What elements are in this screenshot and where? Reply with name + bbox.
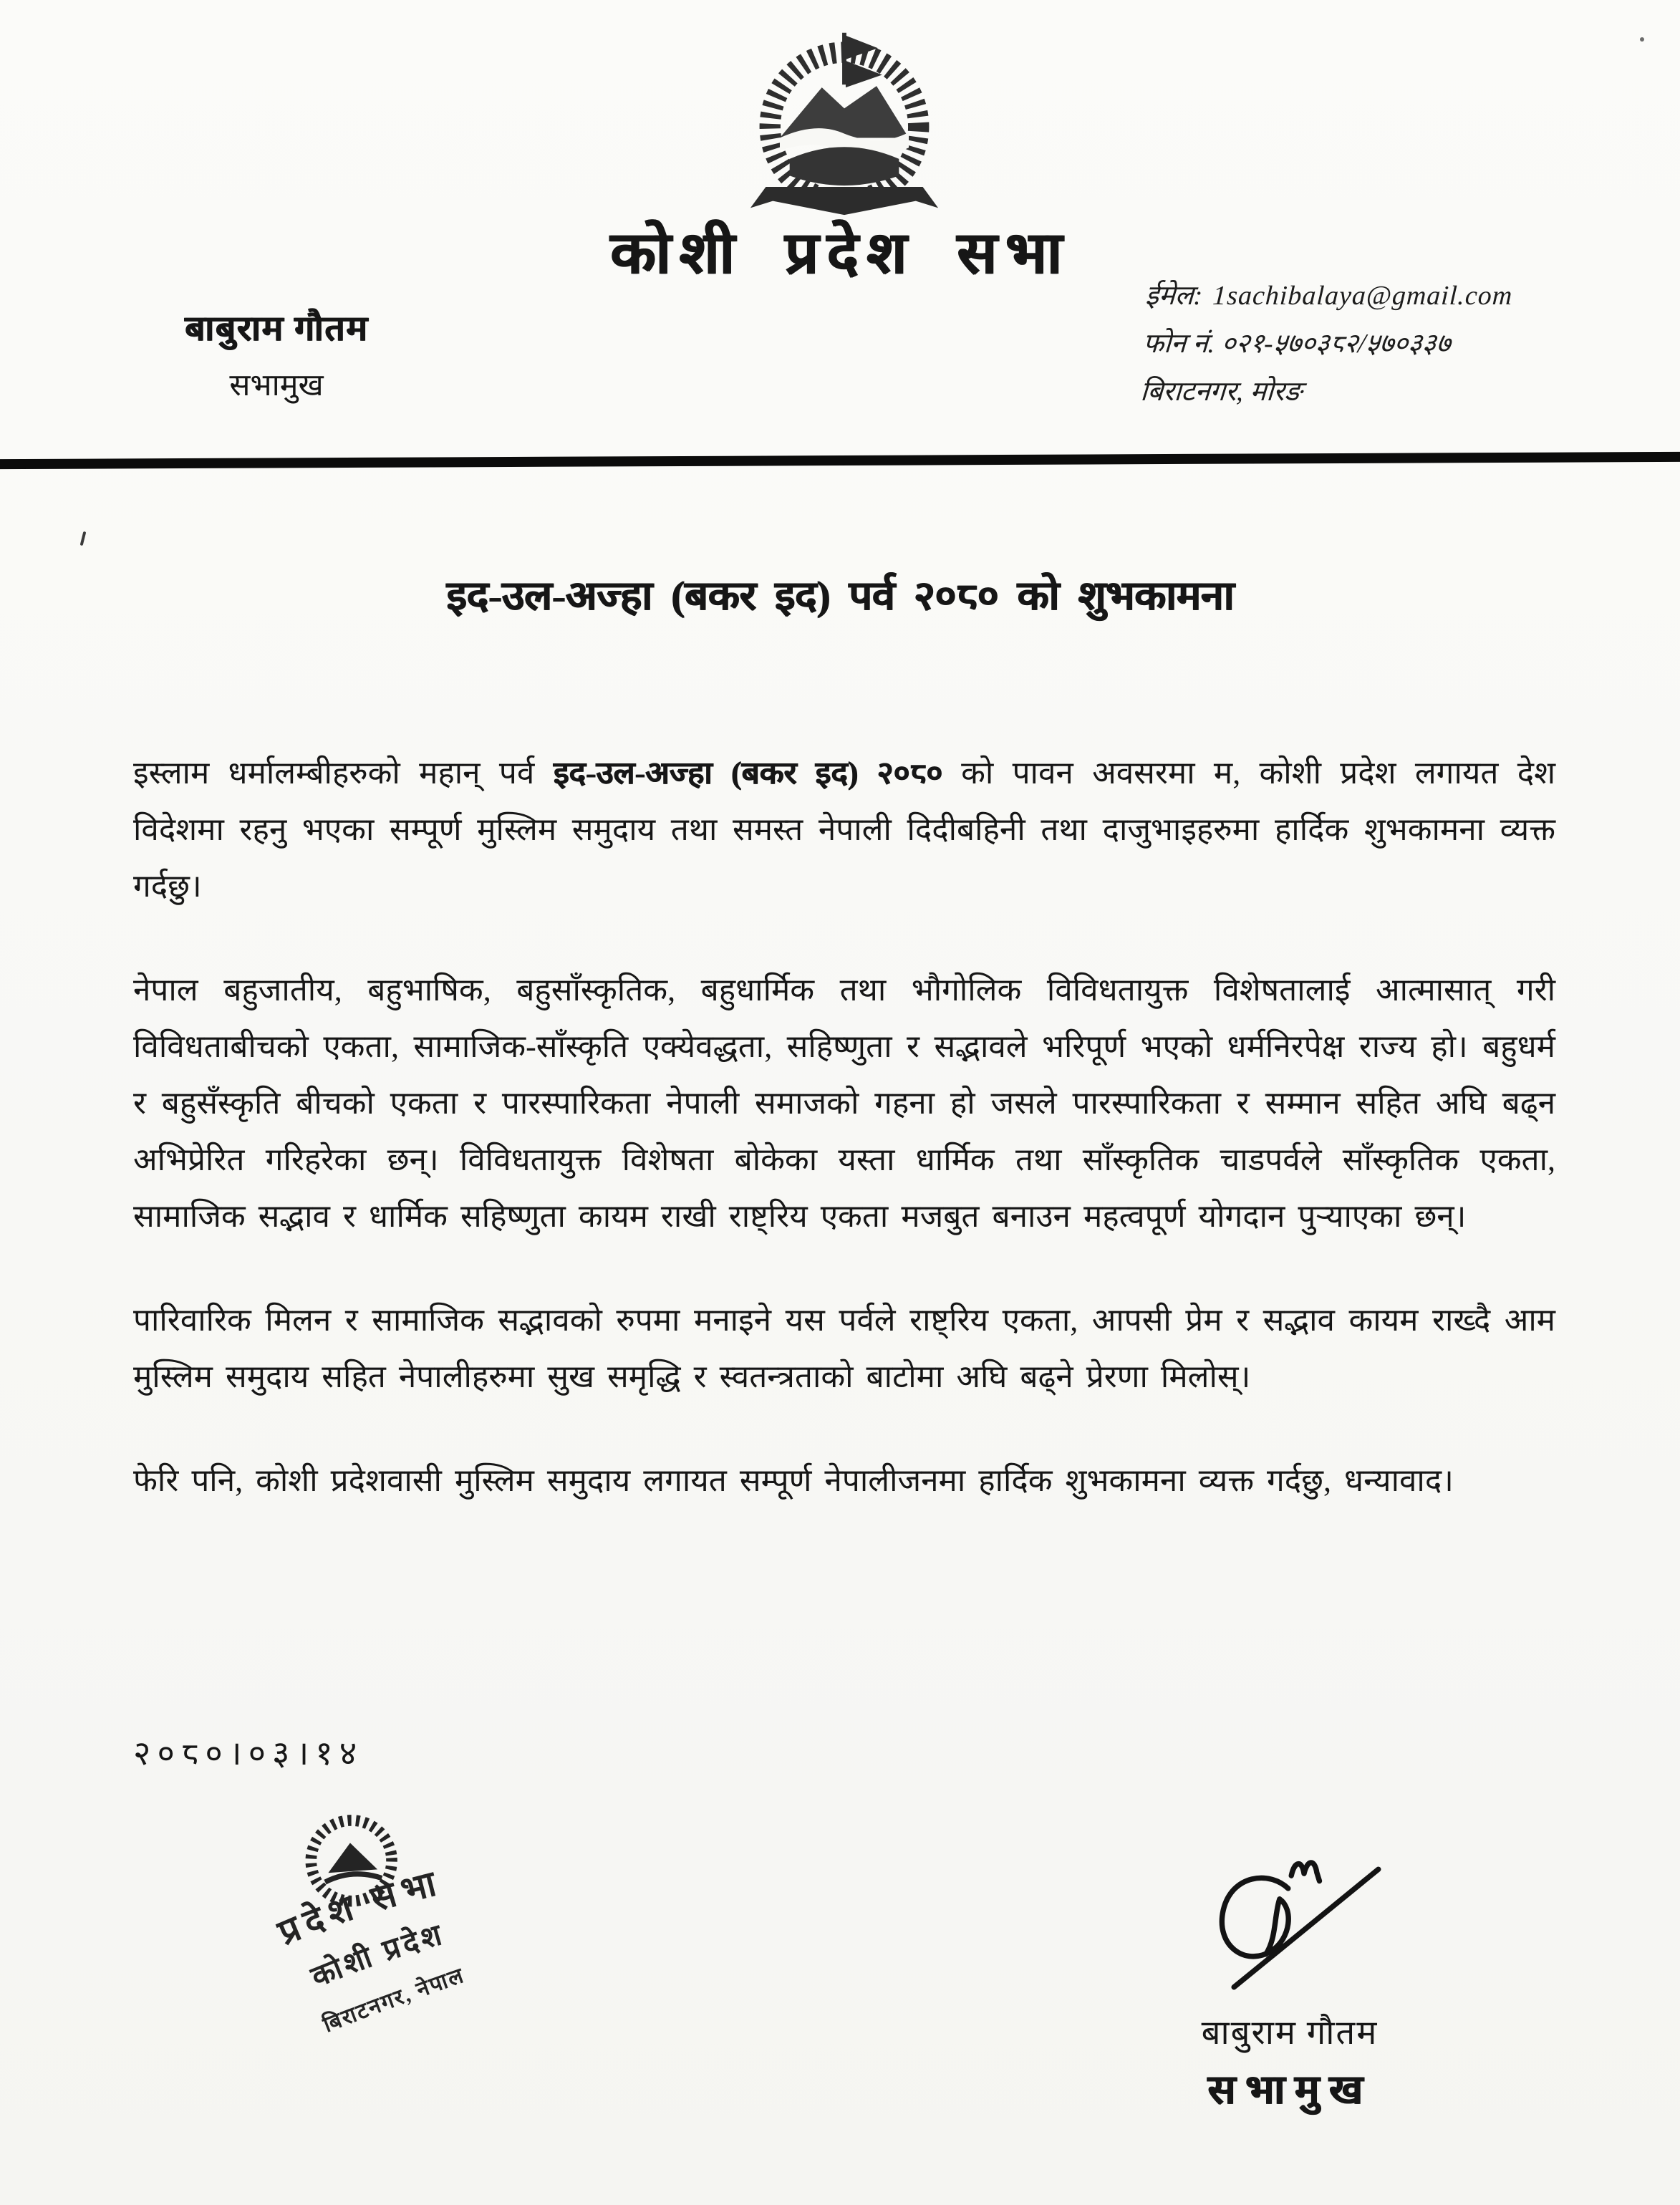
paragraph-1-bold: इद-उल-अज्हा (बकर इद) २०८०: [553, 756, 942, 791]
official-role: सभामुख: [229, 369, 324, 402]
official-block: [120, 304, 433, 405]
stamp-line-3: बिराटनगर, नेपाल: [319, 1962, 468, 2037]
official-stamp: [195, 1796, 524, 2054]
email-value: 1sachibalaya@gmail.com: [1212, 281, 1514, 311]
scan-artifact: [1640, 37, 1644, 42]
paragraph-2: नेपाल बहुजातीय, बहुभाषिक, बहुसाँस्कृतिक, बहुधार्मिक तथा भौगोलिक विविधतायुक्त विशेषतालाई आत्मासात् गरी विविधताबीचको एकता, सामाजिक-साँस्कृति एक्येवद्धता, सहिष्णुता र सद्भावले भरिपूर्ण भएको धर्मनिरपेक्ष राज्य हो। बहुधर्म र बहुसँस्कृति बीचको एकता र पारस्पारिकता नेपाली समाजको गहना हो जसले पारस्पारिकता र सम्मान सहित अघि बढ्न अभिप्रेरित गरिहरेका छन्। विविधतायुक्त विशेषता बोकेका यस्ता धार्मिक तथा साँस्कृतिक चाडपर्वले साँस्कृतिक एकता, सामाजिक सद्भाव र धार्मिक सहिष्णुता कायम राखी राष्ट्रिय एकता मजबुत बनाउन महत्वपूर्ण योगदान पुऱ्याएका छन्।: [133, 973, 1555, 1234]
contact-block: [1139, 272, 1634, 416]
contact-phone-line: फोन नं. ०२१-५७०३८२/५७०३३७: [1141, 329, 1452, 359]
letter-subject: इद-उल-अज्हा (बकर इद) पर्व २०८० को शुभकामना: [446, 574, 1234, 619]
paragraph-4: फेरि पनि, कोशी प्रदेशवासी मुस्लिम समुदाय लगायत सम्पूर्ण नेपालीजनमा हार्दिक शुभकामना व्यक्त गर्दछु, धन्यावाद।: [133, 1463, 1454, 1498]
contact-address-line: बिराटनगर, मोरङ: [1139, 377, 1303, 407]
signature-scribble-icon: [1136, 1825, 1444, 2005]
signatory-role: सभामुख: [1207, 2068, 1373, 2113]
stamp-line-1: प्रदेश सभा: [272, 1861, 446, 1953]
signature-block: [1114, 1825, 1465, 2115]
letter-body: [133, 745, 1555, 1556]
paragraph-1-pre: इस्लाम धर्मालम्बीहरुको महान् पर्व: [133, 756, 554, 791]
signatory-name: बाबुराम गौतम: [1201, 2015, 1379, 2052]
paragraph-3: पारिवारिक मिलन र सामाजिक सद्भावको रुपमा मनाइने यस पर्वले राष्ट्रिय एकता, आपसी प्रेम र सद्भाव कायम राख्दै आम मुस्लिम समुदाय सहित नेपालीहरुमा सुख समृद्धि र स्वतन्त्रताको बाटोमा अघि बढ्ने प्रेरणा मिलोस्।: [133, 1303, 1555, 1394]
official-name: बाबुराम गौतम: [184, 309, 369, 348]
contact-email-line: [1144, 272, 1634, 320]
letter-date: २०८०।०३।१४: [133, 1735, 364, 1772]
letterhead-divider: [0, 452, 1680, 469]
paragraph-1-post: को पावन अवसरमा म, कोशी प्रदेश लगायत देश विदेशमा रहनु भएका सम्पूर्ण मुस्लिम समुदाय तथा समस्त नेपाली दिदीबहिनी तथा दाजुभाइहरुमा हार्दिक शुभकामना व्यक्त गर्दछु।: [133, 756, 1555, 904]
koshi-province-emblem-icon: [736, 24, 952, 221]
scan-artifact: [80, 531, 87, 546]
stamp-line-2: कोशी प्रदेश: [306, 1918, 448, 1994]
org-title: कोशी प्रदेश सभा: [609, 221, 1071, 286]
paragraph-1: [133, 745, 1555, 915]
email-label: ईमेल:: [1144, 281, 1204, 311]
